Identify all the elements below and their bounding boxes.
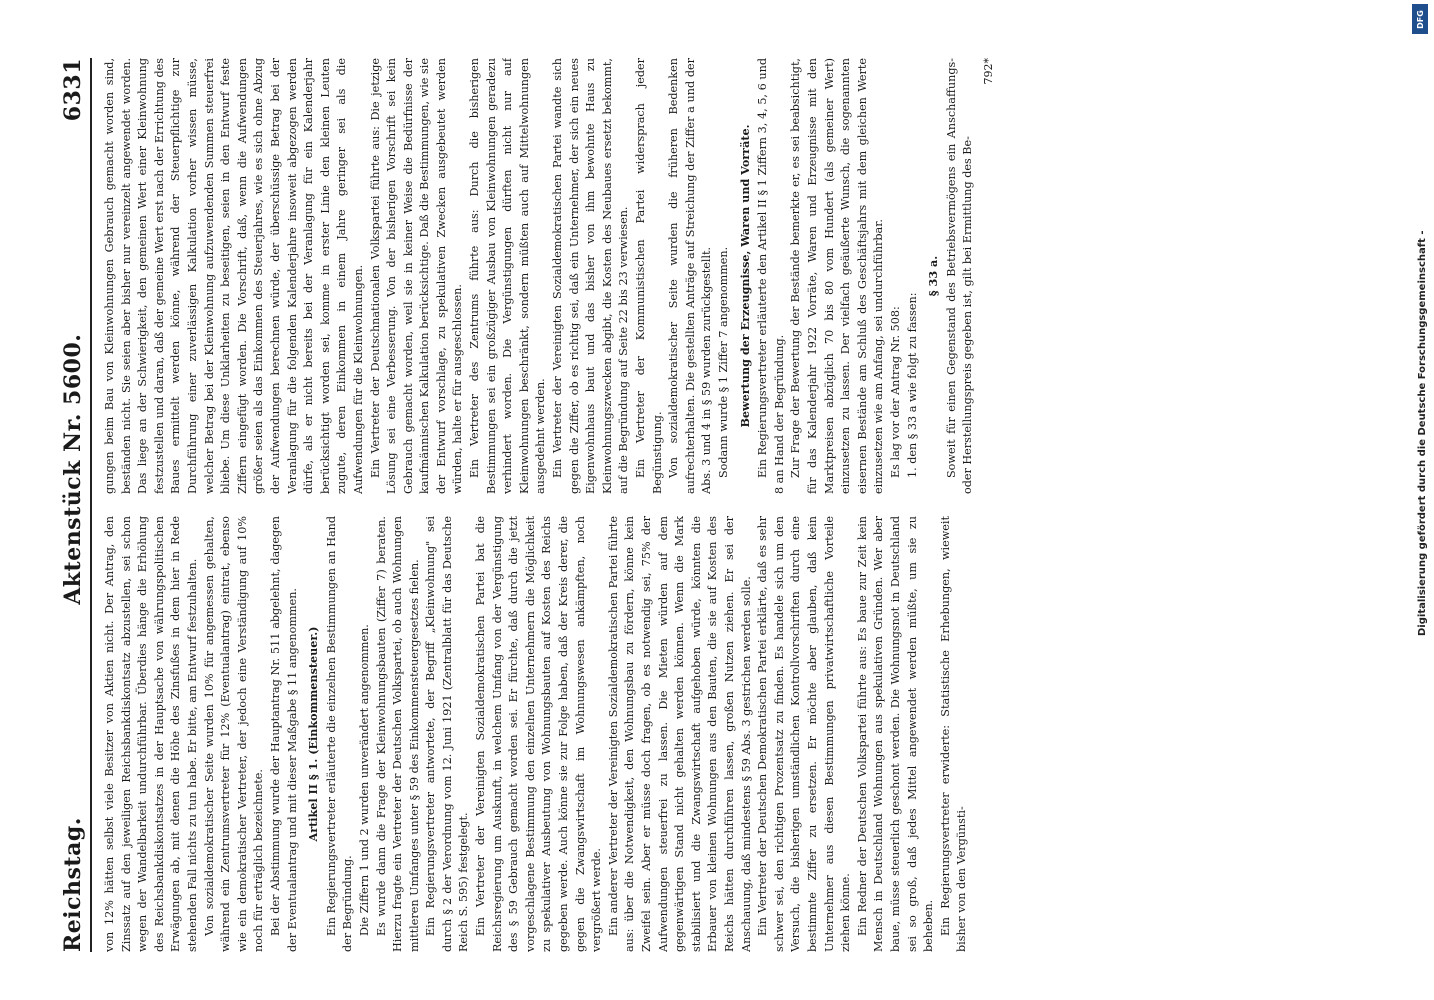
paragraph: Ein Vertreter der Deutschen Demokratischen Partei erklärte, daß es sehr schwer sei, den richtigen Prozentsatz zu finden. Es handele sich um den Versuch, die bisherigen umständlichen Kontrollvorschriften durch eine bestimmte Ziffer zu ersetzen. Er möchte aber glauben, daß kein Unternehmer aus diesen Bestimmungen privatwirtschaftliche Vorteile ziehen könne.	[756, 516, 853, 952]
paragraph: Ein Vertreter des Zentrums führte aus: Durch die bisherigen Bestimmungen sei ein großzügiger Ausbau von Kleinwohnungen geradezu verhindert worden. Die Vergünstigungen dürften nicht nur auf Kleinwohnungen beschränkt, sondern müßten auch auf Mittelwohnungen ausgedehnt werden.	[468, 58, 548, 494]
dfg-logo-text: DFG	[1415, 9, 1425, 29]
paragraph: Die Ziffern 1 und 2 wurden unverändert angenommen.	[357, 624, 371, 936]
paragraph: Ein Redner der Deutschen Volkspartei führte aus: Es baue zur Zeit kein Mensch in Deutschland Wohnungen aus spekulativen Gründen. Wer aber baue, müsse steuerlich geschont werden. Die Wohnungsnot in Deutschland sei so groß, daß jedes Mittel angewendet werden müßte, um sie zu beheben.	[855, 516, 936, 952]
paragraph: von 12% hätten selbst viele Besitzer von Aktien nicht. Der Antrag, den Zinssatz auf den jeweiligen Reichsbankdiskontsatz abzustellen, sei schon wegen der Wandelbarkeit undurchführbar. Überdies hänge die Erhöhung des Reichsbankdiskontsatzes in der Hauptsache von währungspolitischen Erwägungen ab, mit denen die Höhe des Zinsfußes in dem hier in Rede stehenden Fall nichts zu tun habe. Er bitte, am Entwurf festzuhalten.	[103, 516, 199, 952]
page-header	[60, 58, 92, 952]
paragraph: Es wurde dann die Frage der Kleinwohnungsbauten (Ziffer 7) beraten. Hierzu fragte ein Vertreter der Deutschen Volkspartei, ob auch Wohnungen mittleren Umfanges unter § 59 des Einkommensteuergesetzes fielen.	[374, 516, 421, 952]
paragraph: Ein Vertreter der Deutschnationalen Volkspartei führte aus: Die jetzige Lösung sei eine Verbesserung. Von der bisherigen Vorschrift sei kein Gebrauch gemacht worden, weil sie in keiner Weise die Bedürfnisse der kaufmännischen Kalkulation berücksichtige. Daß die Bestimmungen, wie sie der Entwurf vorschlage, zu spekulativen Zwecken ausgebeutet werden würden, halte er für ausgeschlossen.	[368, 58, 465, 494]
paragraph: Ein Vertreter der Vereinigten Sozialdemokratischen Partei bat die Reichsregierung um Auskunft, in welchem Umfang von der Vergünstigung des § 59 Gebrauch gemacht worden sei. Er fürchte, daß durch die jetzt vorgeschlagene Bestimmung den einzelnen Unternehmern die Möglichkeit zu spekulativer Ausbeutung von Wohnungsbauten auf Kosten des Reichs gegeben werde. Auch könne sie zur Folge haben, daß der Kreis derer, die gegen die Zwangswirtschaft im Wohnungswesen ankämpften, noch vergrößert werde.	[474, 516, 604, 952]
paragraph: Ein Regierungsvertreter erwiderte: Statistische Erhebungen, wieweit bisher von den Vergünsti-	[938, 516, 969, 952]
dfg-logo-icon	[1412, 4, 1428, 34]
column-right	[102, 58, 1322, 494]
paragraph: gungen beim Bau von Kleinwohnungen Gebrauch gemacht worden sind, beständen nicht. Sie seien aber bisher nur vereinzelt angewendet worden. Das liege an der Schwierigkeit, den gemeinen Wert einer Kleinwohnung festzustellen und daran, daß der gemeine Wert erst nach der Errichtung des Baues ermittelt werden könne, während der Steuerpflichtige zur Durchführung einer zuverlässigen Kalkulation vorher wissen müsse, welcher Betrag bei der Kleinwohnung aufzuwendenden Summen steuerfrei bliebe. Um diese Unklarheiten zu beseitigen, seien in den Entwurf feste Ziffern eingefügt worden. Die Vorschrift, daß, wenn die Aufwendungen größer seien als das Einkommen des Steuerjahres, wie es sich ohne Abzug der Aufwendungen berechnen würde, der überschüssige Betrag bei der Veranlagung für die folgenden Kalenderjahre insoweit abgezogen werden dürfe, als er nicht bereits bei der Veranlagung für ein Kalenderjahr berücksichtigt worden sei, komme in erster Linie den kleinen Leuten zugute, deren Einkommen in einem Jahre geringer sei als die Aufwendungen für die Kleinwohnungen.	[103, 58, 365, 494]
paragraph: Ein Regierungsvertreter antwortete, der Begriff „Kleinwohnung" sei durch § 2 der Verordnung vom 12. Juni 1921 (Zentralblatt für das Deutsche Reich S. 595) festgelegt.	[424, 516, 471, 952]
text-columns	[102, 58, 1322, 952]
section-heading-33a: § 33 a.	[926, 255, 941, 297]
paragraph: Ein Regierungsvertreter erläuterte die einzelnen Bestimmungen an Hand der Begründung.	[324, 516, 355, 952]
paragraph: Zur Frage der Bewertung der Bestände bemerkte er, es sei beabsichtigt, für das Kalenderjahr 1922 Vorräte, Waren und Erzeugnisse mit den Marktpreisen abzüglich 70 bis 80 vom Hundert (als gemeiner Wert) einzusetzen zu lassen. Der vielfach geäußerte Wunsch, die sogenannten eisernen Bestände am Schluß des Geschäftsjahrs mit dem gleichen Werte einzusetzen wie am Anfang, sei undurchführbar.	[789, 58, 886, 494]
paragraph: Ein Regierungsvertreter erläuterte den Artikel II § 1 Ziffern 3, 4, 5, 6 und 8 an Hand der Begründung.	[756, 58, 786, 494]
header-document-number: Aktenstück Nr. 5600.	[60, 333, 86, 605]
paragraph: Bei der Abstimmung wurde der Hauptantrag Nr. 511 abgelehnt, dagegen der Eventualantrag und mit dieser Maßgabe § 11 angenommen.	[268, 516, 299, 952]
page-number: 6331	[60, 58, 86, 122]
signature-mark: 792*	[981, 58, 995, 85]
paragraph: Ein Vertreter der Vereinigten Sozialdemokratischen Partei wandte sich gegen die Ziffer, ob es richtig sei, daß ein Unternehmer, der sich ein neues Eigenwohnhaus baut und das bisher von ihm bewohnte Haus zu Kleinwohnungszwecken abgibt, die Kosten des Neubaues ersetzt bekommt, auf die Begründung auf Seite 22 bis 23 verwiesen.	[551, 58, 631, 494]
paragraph: Ein anderer Vertreter der Vereinigten Sozialdemokratischen Partei führte aus: über die Notwendigkeit, den Wohnungsbau zu fördern, könne kein Zweifel sein. Aber er müsse doch fragen, ob es notwendig sei, 75% der Aufwendungen steuerfrei zu lassen. Die Mieten würden auf dem gegenwärtigen Stand nicht gehalten werden können. Wenn die Mark stabilisiert und die Zwangswirtschaft aufgehoben würde, könnten die Erbauer von kleinen Wohnungen aus den Bauten, die sie auf Kosten des Reichs hätten durchführen lassen, großen Nutzen ziehen. Er sei der Anschauung, daß mindestens § 59 Abs. 3 gestrichen werden solle.	[606, 516, 753, 952]
paragraph: Von sozialdemokratischer Seite wurden die früheren Bedenken aufrechterhalten. Die gestellten Anträge auf Streichung der Ziffer a und der Abs. 3 und 4 in § 59 wurden zurückgestellt.	[667, 58, 714, 494]
column-left	[102, 516, 1322, 952]
paragraph: Soweit für einen Gegenstand des Betriebsvermögens ein Anschaffungs- oder Herstellungspreis gegeben ist, gilt bei Ermittlung des Be-	[944, 58, 975, 494]
paragraph: Sodann wurde § 1 Ziffer 7 angenommen.	[716, 246, 730, 478]
section-heading-artikel-ii: Artikel II § 1. (Einkommensteuer.)	[306, 626, 321, 842]
rotated-document-page	[52, 40, 1352, 970]
paragraph: Von sozialdemokratischer Seite wurden 10% für angemessen gehalten, während ein Zentrumsvertreter für 12% (Eventualantrag) eintrat, ebenso wie ein demokratischer Vertreter, der jedoch eine Verständigung auf 10% noch für erträglich bezeichnete.	[202, 516, 266, 952]
digitization-credit: Digitalisierung gefördert durch die Deutsche Forschungsgemeinschaft -	[1417, 230, 1428, 636]
paragraph: 1. den § 33 a wie folgt zu fassen:	[905, 292, 919, 478]
header-reichstag: Reichstag.	[60, 817, 86, 952]
section-heading-bewertung: Bewertung der Erzeugnisse, Waren und Vorräte.	[737, 124, 752, 428]
paragraph: Es lag vor der Antrag Nr. 508:	[888, 306, 902, 478]
paragraph: Ein Vertreter der Kommunistischen Partei widersprach jeder Begünstigung.	[634, 58, 664, 494]
